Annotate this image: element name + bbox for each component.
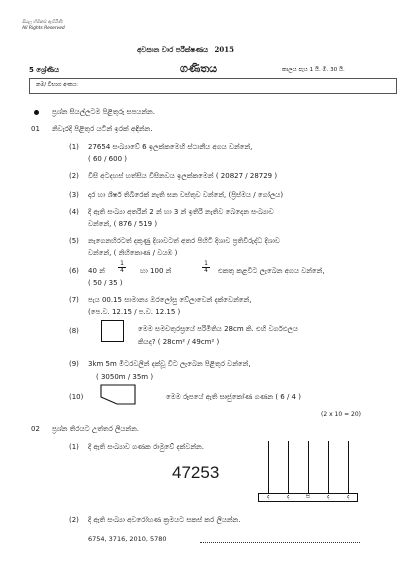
exam-year: 2015 bbox=[214, 45, 235, 54]
q01-item6-part-b: හා 100 න් bbox=[140, 267, 172, 275]
copyright-english: All Rights Reserved bbox=[22, 26, 65, 31]
q01-item9-line2: ( 3050m / 35m ) bbox=[96, 373, 154, 381]
q01-item7-line1: පැය 00.15 සාමාන්‍ය ඔරලෝසු වේලාවෙන් දක්වෙන්නේ, bbox=[88, 296, 252, 304]
q01-item10-line1: මෙම රූපයේ ඇති සෘජුකෝණ ගණන ( 6 / 4 ) bbox=[166, 393, 301, 401]
abacus-rod-4 bbox=[328, 441, 329, 493]
q02-item2-text: දී ඇති සංඛ්‍යා අවරෝහණ ක්‍රමයට සකස් කර ලියන්න. bbox=[88, 516, 241, 524]
abacus-frame[interactable] bbox=[258, 441, 358, 503]
q01-item4-line2: වන්නේ, ( 876 / 519 ) bbox=[88, 220, 158, 228]
q01-item8-number: (8) bbox=[69, 327, 79, 335]
exam-title-text: අවසාන වාර පරීක්ෂණය bbox=[137, 46, 209, 54]
name-box-label: නම/ විභාග අංකය: bbox=[36, 82, 79, 88]
square-shape bbox=[101, 320, 124, 342]
fraction-one-quarter-b: 1 4 bbox=[202, 261, 210, 274]
abacus-label-2: ද bbox=[287, 494, 290, 500]
abacus-rod-1 bbox=[268, 441, 269, 493]
q01-item8-line1: මෙම සමචතුරස්‍රයේ පරිමිතිය 28cm කි. එහි වර්ගඵලය bbox=[138, 325, 298, 333]
given-number: 47253 bbox=[172, 463, 220, 482]
q01-item2-line1: විසි අටදහස් හත්සිය විසිනවය ඉලක්කමෙන් ( 20827 / 28729 ) bbox=[88, 172, 278, 180]
q02-instruction: ප්‍රශ්න තිරයට උත්තර ලියන්න. bbox=[52, 425, 139, 433]
instruction-bullet bbox=[34, 110, 39, 115]
q01-item6-part-a: 40 න් bbox=[88, 267, 105, 275]
abacus-rod-2 bbox=[288, 441, 289, 493]
q01-marks: (2 x 10 = 20) bbox=[321, 411, 361, 418]
abacus-label-4: ද bbox=[327, 494, 330, 500]
right-angle-shape bbox=[99, 383, 137, 407]
abacus-rod-5 bbox=[348, 441, 349, 493]
q01-item2-number: (2) bbox=[69, 172, 79, 180]
instruction-all: ප්‍රශ්න සියල්ලටම පිළිතුරු සපයන්න. bbox=[52, 108, 155, 116]
abacus-label-1: ද bbox=[267, 494, 270, 500]
q01-item4-number: (4) bbox=[69, 208, 79, 216]
copyright-sinhala: සියලු හිමිකම් ඇවිරිණි bbox=[22, 20, 63, 25]
q01-item8-line2: කියද? ( 28cm² / 49cm² ) bbox=[138, 338, 220, 346]
abacus-base bbox=[258, 493, 358, 502]
grade-label: 5 ශ්‍රේණිය bbox=[29, 66, 59, 74]
time-label: කාලය පැය 1 යි. මි. 30 යි. bbox=[282, 67, 345, 73]
q01-item5-number: (5) bbox=[69, 237, 79, 245]
q01-item7-number: (7) bbox=[69, 296, 79, 304]
q02-item1-text: දී ඇති සංඛ්‍යාව ගණක රාමුවේ දක්වන්න. bbox=[88, 443, 204, 451]
q01-item1-number: (1) bbox=[69, 143, 79, 151]
q01-item6-line2: ( 50 / 35 ) bbox=[88, 279, 123, 287]
q02-item2-number: (2) bbox=[69, 516, 79, 524]
q01-item4-line1: දී ඇති සංඛ්‍යා අතරින් 2 න් හා 3 න් ඉතිරි නැතිව බෙදෙන සංඛ්‍යාව bbox=[88, 208, 274, 216]
q01-item6-number: (6) bbox=[69, 267, 79, 275]
q01-instruction: නිවැරදි පිළිතුර යටින් ඉරක් අඳින්න. bbox=[52, 125, 153, 133]
q01-item9-number: (9) bbox=[69, 360, 79, 368]
abacus-label-5: ද bbox=[347, 494, 350, 500]
q01-item1-line1: 27654 සංඛ්‍යාවේ 6 ඉලක්කමෙහි ස්ථානීය අගය වන්නේ, bbox=[88, 143, 253, 151]
q01-item6-part-c: එකතු කළවිට ලැබෙන අගය වන්නේ, bbox=[218, 267, 325, 275]
fraction-one-quarter-a: 1 4 bbox=[118, 261, 126, 274]
q01-item5-line2: වන්නේ, ( නිහිකොණ / වයඹ ) bbox=[88, 249, 178, 257]
subject-title: ගණිතය bbox=[180, 62, 218, 75]
exam-title bbox=[137, 45, 234, 55]
q01-item9-line1: 3km 5m මීටරවලින් දක්වූ විට ලැබෙන පිළිතුර වන්නේ, bbox=[88, 360, 251, 368]
abacus-label-3: සි bbox=[306, 494, 310, 500]
q01-item10-number: (10) bbox=[69, 393, 84, 401]
q01-item5-line1: නැගෙනහිරටත් දකුණු දිශාවටත් අතර පිහිටි දිශාව ප්‍රතිවිරුද්ධ දිශාව bbox=[88, 237, 280, 245]
q01-item3-line1: දාර හා ශීර්ෂ තිබිරෙක් නැති ඝන වස්තුව වන්නේ, (ප්‍රිස්මය / ගෝලය) bbox=[88, 191, 284, 199]
answer-line[interactable] bbox=[200, 542, 360, 543]
abacus-rod-3 bbox=[308, 441, 309, 493]
numbers-list: 6754, 3716, 2010, 5780 bbox=[88, 535, 167, 543]
q01-item1-line2: ( 60 / 600 ) bbox=[88, 155, 127, 163]
q01-item3-number: (3) bbox=[69, 191, 79, 199]
q02-number: 02 bbox=[31, 425, 40, 433]
q01-number: 01 bbox=[31, 125, 40, 133]
name-box[interactable] bbox=[29, 78, 397, 94]
q02-item1-number: (1) bbox=[69, 443, 79, 451]
q01-item7-line2: (පෙ.ව. 12.15 / ප.ව. 12.15 ) bbox=[88, 308, 181, 316]
